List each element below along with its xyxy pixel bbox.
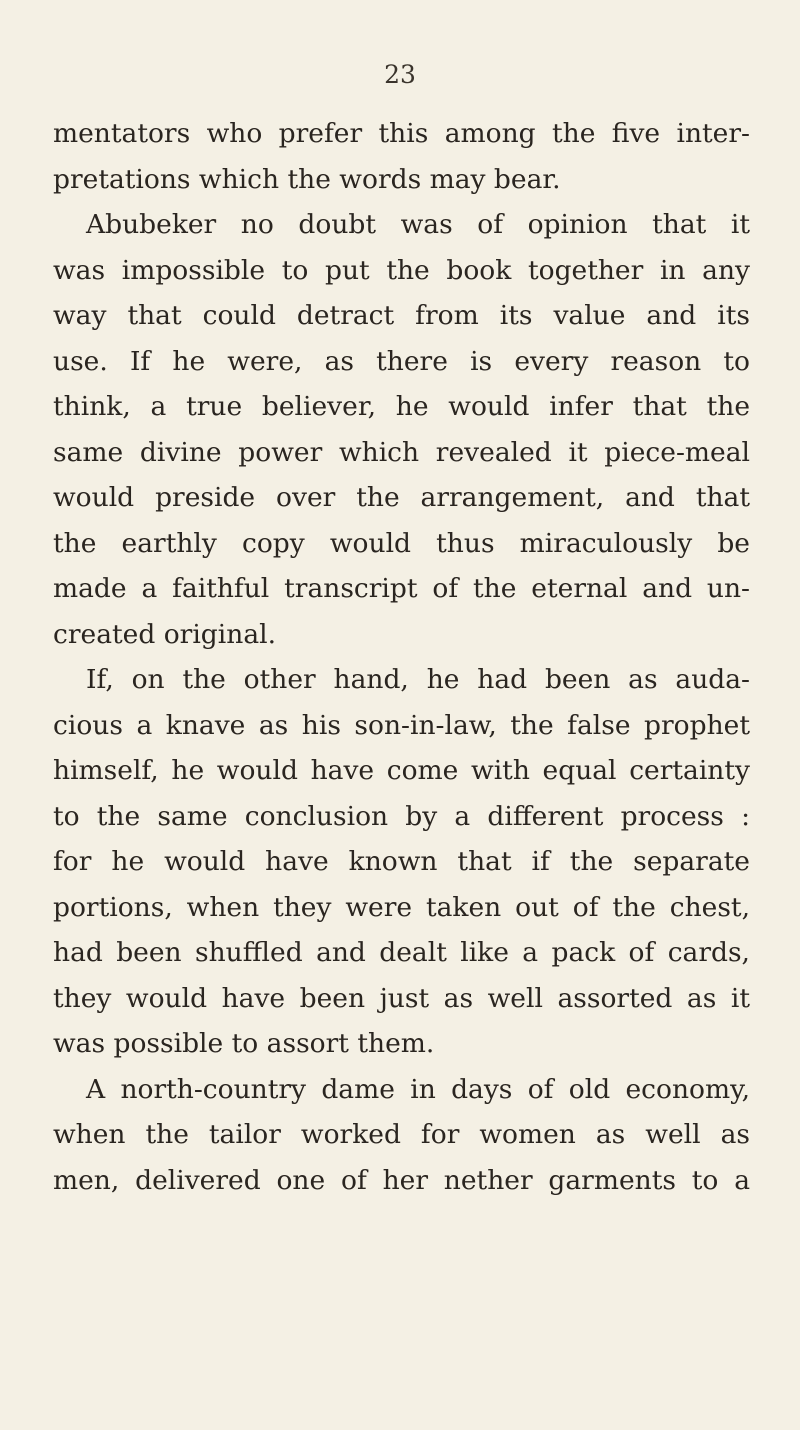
text-line: himself, he would have come with equal certainty: [53, 755, 750, 786]
text-line: portions, when they were taken out of the chest,: [53, 891, 750, 923]
text-line: for he would have known that if the separate: [53, 846, 750, 877]
body-text: [53, 111, 750, 1203]
text-line: created original.: [53, 618, 277, 650]
text-line: mentators who prefer this among the five inter-: [53, 118, 750, 149]
text-line: they would have been just as well assorted as it: [53, 982, 750, 1014]
text-line: cious a knave as his son-in-law, the false prophet: [53, 709, 750, 741]
text-line: the earthly copy would thus miraculously be: [53, 527, 750, 559]
page-number: 23: [384, 60, 416, 89]
text-line: made a faithful transcript of the eternal and un-: [53, 573, 750, 604]
text-line: was impossible to put the book together in any: [53, 254, 750, 286]
text-line: think, a true believer, he would infer that the: [53, 391, 750, 422]
text-line: pretations which the words may bear.: [53, 163, 561, 195]
text-line: A north-country dame in days of old economy,: [86, 1073, 750, 1105]
text-line: men, delivered one of her nether garments to a: [53, 1164, 750, 1196]
text-line: same divine power which revealed it piece-meal: [53, 436, 750, 468]
text-line: would preside over the arrangement, and that: [53, 482, 750, 513]
text-line: to the same conclusion by a different process :: [53, 800, 750, 832]
text-line: If, on the other hand, he had been as auda-: [86, 664, 750, 695]
text-line: Abubeker no doubt was of opinion that it: [86, 209, 750, 240]
text-line: way that could detract from its value and its: [53, 300, 750, 331]
text-line: was possible to assort them.: [53, 1028, 435, 1059]
text-line: when the tailor worked for women as well as: [53, 1119, 750, 1150]
text-line: use. If he were, as there is every reason to: [53, 345, 750, 377]
text-line: had been shuffled and dealt like a pack of cards,: [53, 937, 750, 968]
